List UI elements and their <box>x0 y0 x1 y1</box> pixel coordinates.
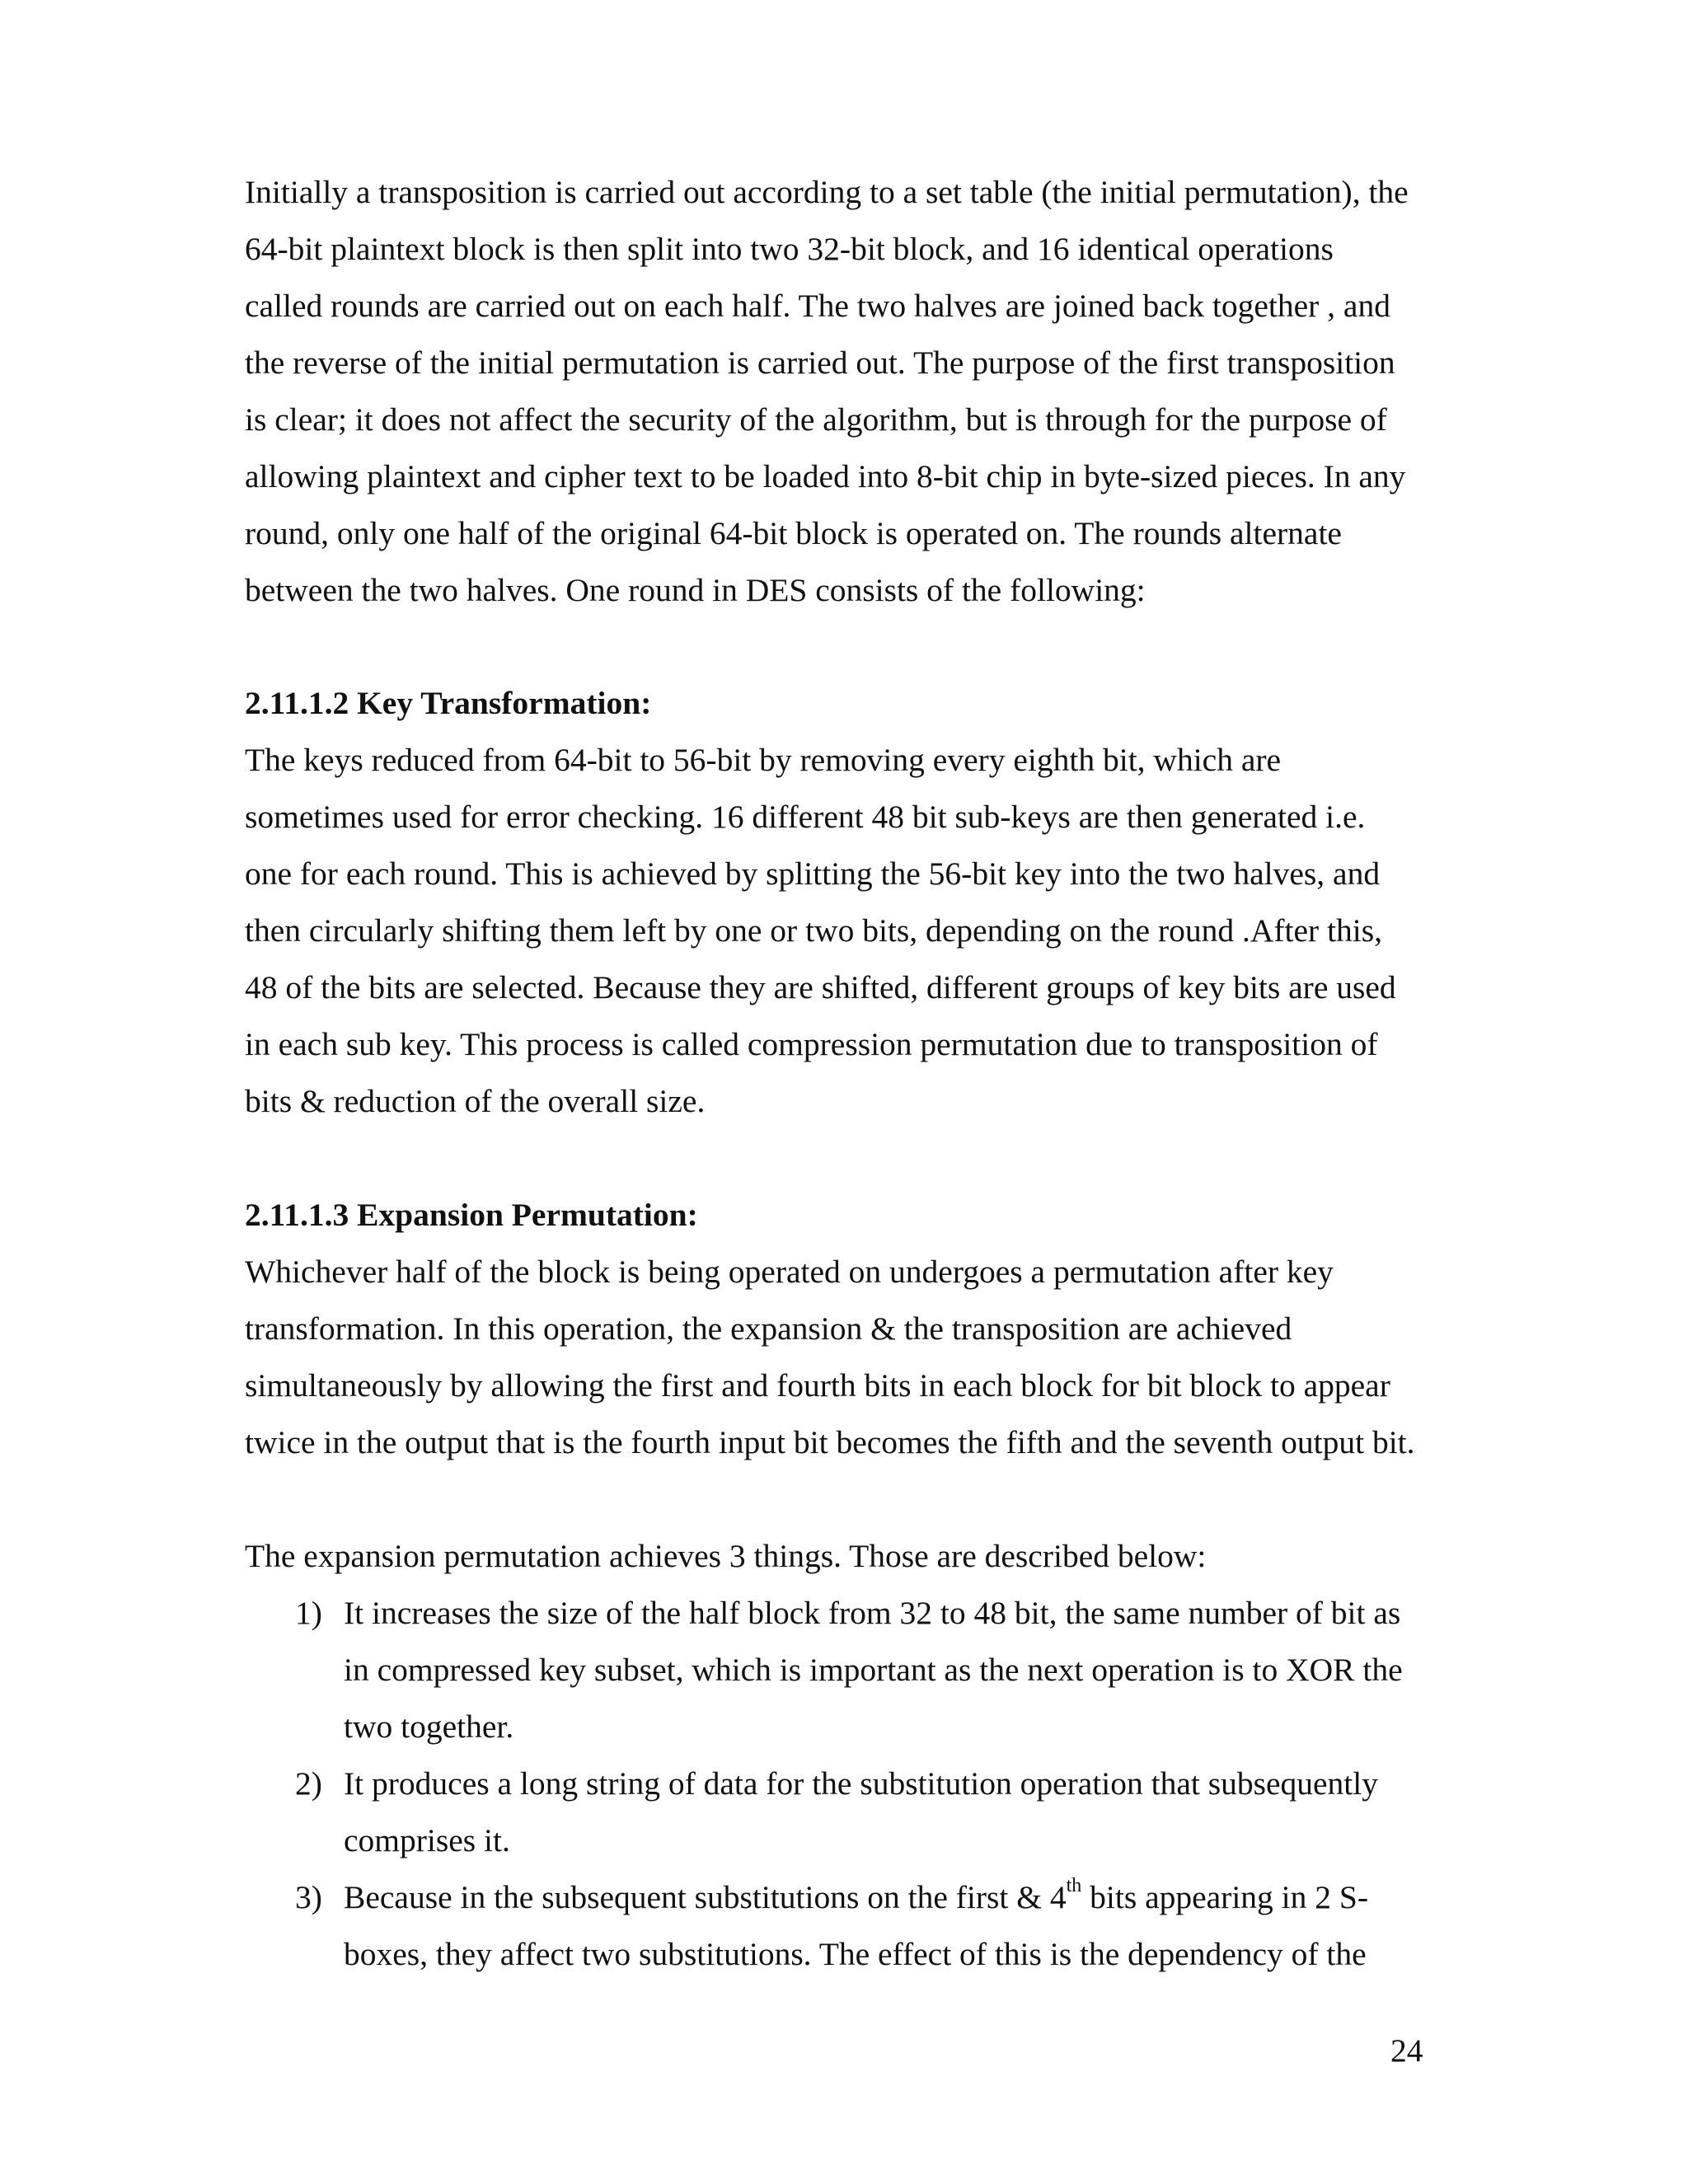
text-line: Whichever half of the block is being operated on undergoes a permutation after key <box>245 1254 1334 1290</box>
numbered-list <box>245 1585 1440 1983</box>
text-line: sometimes used for error checking. 16 different 48 bit sub-keys are then generated i.e. <box>245 799 1366 835</box>
text-line: 64-bit plaintext block is then split into two 32-bit block, and 16 identical operations <box>245 231 1334 267</box>
section-heading-key-transformation: 2.11.1.2 Key Transformation: <box>245 685 652 721</box>
text-line: The keys reduced from 64-bit to 56-bit by removing every eighth bit, which are <box>245 742 1282 778</box>
list-item-number: 2) <box>295 1765 322 1802</box>
superscript-ordinal: th <box>1066 1874 1082 1896</box>
list-lead-paragraph <box>245 1528 1206 1585</box>
text-fragment: bits appearing in 2 S- <box>1081 1879 1369 1915</box>
text-line: in compressed key subset, which is important as the next operation is to XOR the <box>344 1652 1403 1688</box>
text-line: It increases the size of the half block from 32 to 48 bit, the same number of bit as <box>344 1595 1401 1631</box>
section-heading-expansion-permutation: 2.11.1.3 Expansion Permutation: <box>245 1197 698 1233</box>
page-number: 24 <box>1390 2032 1423 2069</box>
intro-paragraph <box>245 164 1409 619</box>
key-transformation-paragraph <box>245 732 1396 1130</box>
text-line: allowing plaintext and cipher text to be loaded into 8-bit chip in byte-sized pieces. In any <box>245 458 1406 494</box>
list-item-number: 3) <box>295 1879 322 1915</box>
list-item <box>245 1755 1440 1869</box>
text-line: the reverse of the initial permutation is carried out. The purpose of the first transposition <box>245 344 1395 381</box>
text-line: 48 of the bits are selected. Because they are shifted, different groups of key bits are used <box>245 969 1396 1005</box>
text-line: boxes, they affect two substitutions. The effect of this is the dependency of the <box>344 1936 1367 1972</box>
text-line: round, only one half of the original 64-bit block is operated on. The rounds alternate <box>245 515 1342 551</box>
text-line: The expansion permutation achieves 3 things. Those are described below: <box>245 1538 1207 1574</box>
text-line: two together. <box>344 1708 514 1745</box>
text-line <box>344 1869 1440 1926</box>
text-fragment: Because in the subsequent substitutions on the first & 4 <box>344 1879 1067 1915</box>
text-line: It produces a long string of data for the substitution operation that subsequently <box>344 1765 1378 1802</box>
text-line: then circularly shifting them left by one or two bits, depending on the round .After this, <box>245 912 1383 949</box>
list-item-number: 1) <box>295 1595 322 1631</box>
text-line: comprises it. <box>344 1822 510 1858</box>
text-line: bits & reduction of the overall size. <box>245 1083 706 1119</box>
text-line: called rounds are carried out on each half. The two halves are joined back together , and <box>245 288 1390 324</box>
text-line: transformation. In this operation, the expansion & the transposition are achieved <box>245 1310 1292 1347</box>
text-line: in each sub key. This process is called compression permutation due to transposition of <box>245 1026 1378 1062</box>
list-item <box>245 1585 1440 1755</box>
list-item <box>245 1869 1440 1983</box>
text-line: is clear; it does not affect the security of the algorithm, but is through for the purpose of <box>245 401 1387 438</box>
text-line: between the two halves. One round in DES consists of the following: <box>245 572 1146 608</box>
text-line: Initially a transposition is carried out according to a set table (the initial permutation), the <box>245 174 1409 210</box>
text-line: one for each round. This is achieved by splitting the 56-bit key into the two halves, and <box>245 855 1381 892</box>
expansion-permutation-paragraph <box>245 1244 1415 1471</box>
text-line: simultaneously by allowing the first and fourth bits in each block for bit block to appear <box>245 1367 1390 1404</box>
text-line: twice in the output that is the fourth input bit becomes the fifth and the seventh output bit. <box>245 1424 1415 1460</box>
